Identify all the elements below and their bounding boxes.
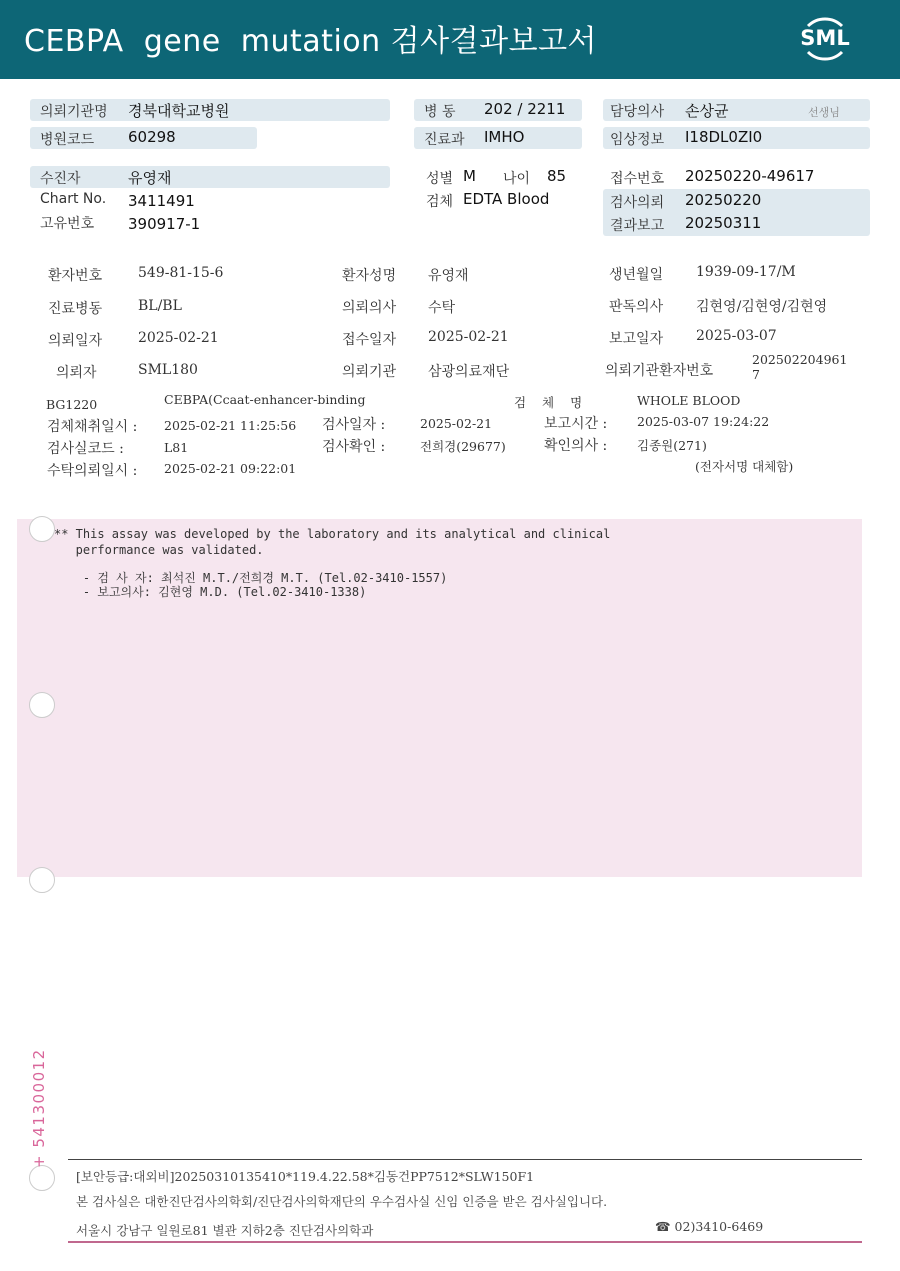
doctor-suffix: 선생님 <box>808 106 840 119</box>
report-time-value: 2025-03-07 19:24:22 <box>637 414 770 429</box>
test-date-label: 검사일자 : <box>322 417 386 433</box>
scan-ward-label: 진료병동 <box>48 301 103 317</box>
scan-patient-no-label: 환자번호 <box>48 268 103 284</box>
scan-inst-patient-no-value-2: 7 <box>752 367 760 382</box>
footer-address: 서울시 강남구 일원로81 별관 지하2층 진단검사의학과 <box>76 1223 374 1238</box>
scan-req-doctor-label: 의뢰의사 <box>342 300 397 316</box>
test-confirm-label: 검사확인 : <box>322 439 386 455</box>
footer-phone: ☎ 02)3410-6469 <box>655 1219 764 1234</box>
confirm-doctor-label: 확인의사 : <box>544 438 608 454</box>
report-label: 결과보고 <box>610 218 665 234</box>
scan-rcv-date-value: 2025-02-21 <box>428 329 509 345</box>
scan-req-date-value: 2025-02-21 <box>138 330 219 346</box>
ward-value: 202 / 2211 <box>484 100 566 118</box>
receipt-label: 접수번호 <box>610 171 665 187</box>
patient-label: 수진자 <box>40 171 81 187</box>
scan-req-date-label: 의뢰일자 <box>48 333 103 349</box>
footer-bottom-rule <box>68 1241 862 1243</box>
side-document-number: + 541300012 <box>30 1048 48 1168</box>
dept-value: IMHO <box>484 128 525 146</box>
sex-value: M <box>463 167 476 185</box>
report-header <box>0 0 900 79</box>
note-line-1: ** This assay was developed by the laboratory and its analytical and clinical <box>54 527 611 541</box>
report-value: 20250311 <box>685 214 762 232</box>
receipt-value: 20250220-49617 <box>685 167 815 185</box>
sml-logo <box>798 12 852 66</box>
chart-label: Chart No. <box>40 191 107 207</box>
confirm-doctor-value: 김종원(271) <box>637 438 707 453</box>
scan-rcv-date-label: 접수일자 <box>342 332 397 348</box>
punch-hole <box>29 867 55 893</box>
scan-requester-value: SML180 <box>138 362 198 378</box>
unique-label: 고유번호 <box>40 216 95 232</box>
dept-label: 진료과 <box>424 132 465 148</box>
note-line-2: performance was validated. <box>54 543 264 557</box>
test-confirm-value: 전희경(29677) <box>420 439 506 454</box>
specimen-name-value: WHOLE BLOOD <box>637 393 741 408</box>
test-name: CEBPA(Ccaat-enhancer-binding <box>164 392 366 407</box>
consign-time-label: 수탁의뢰일시 : <box>47 463 138 479</box>
scan-req-doctor-value: 수탁 <box>428 300 456 316</box>
age-value: 85 <box>547 167 567 185</box>
scan-birth-label: 생년월일 <box>609 267 664 283</box>
age-label: 나이 <box>503 171 531 187</box>
patient-value: 유영재 <box>128 169 172 187</box>
doctor-label: 담당의사 <box>610 104 665 120</box>
hospital-code-value: 60298 <box>128 128 176 146</box>
scan-rep-date-value: 2025-03-07 <box>696 328 777 344</box>
scan-patient-name-value: 유영재 <box>428 268 469 284</box>
specimen-name-label: 검 체 명 <box>514 395 589 410</box>
specimen-value: EDTA Blood <box>463 190 550 208</box>
footer-top-rule <box>68 1159 862 1160</box>
footer-security: [보안등급:대외비]20250310135410*119.4.22.58*김동건PP7512*SLW150F1 <box>76 1169 535 1184</box>
consign-time-value: 2025-02-21 09:22:01 <box>164 461 297 476</box>
clinical-label: 임상정보 <box>610 132 665 148</box>
unique-value: 390917-1 <box>128 215 201 233</box>
scan-req-inst-label: 의뢰기관 <box>342 364 397 380</box>
scan-patient-name-label: 환자성명 <box>342 268 397 284</box>
clinical-value: I18DL0ZI0 <box>685 128 763 146</box>
ward-label: 병 동 <box>424 104 456 120</box>
test-code: BG1220 <box>46 397 98 412</box>
request-value: 20250220 <box>685 191 762 209</box>
doctor-value: 손상균 <box>685 102 729 120</box>
collect-time-label: 검체채취일시 : <box>47 419 138 435</box>
scan-patient-no-value: 549-81-15-6 <box>138 265 224 281</box>
scan-birth-value: 1939-09-17/M <box>696 264 796 280</box>
punch-hole <box>29 516 55 542</box>
institution-value: 경북대학교병원 <box>128 102 230 120</box>
institution-label: 의뢰기관명 <box>40 104 108 120</box>
scan-reading-doctor-value: 김현영/김현영/김현영 <box>696 299 828 315</box>
footer-cert: 본 검사실은 대한진단검사의학회/진단검사의학재단의 우수검사실 신임 인증을 받은 검사실입니다. <box>76 1194 608 1209</box>
logo-text: SML <box>800 26 850 50</box>
esign-note: (전자서명 대체함) <box>695 459 794 474</box>
lab-code-label: 검사실코드 : <box>47 441 124 457</box>
scan-inst-patient-no-label: 의뢰기관환자번호 <box>605 363 714 379</box>
report-title: CEBPA gene mutation 검사결과보고서 <box>24 24 598 59</box>
note-line-4: - 보고의사: 김현영 M.D. (Tel.02-3410-1338) <box>54 585 367 599</box>
sex-label: 성별 <box>426 171 454 187</box>
test-date-value: 2025-02-21 <box>420 416 493 431</box>
punch-hole <box>29 1165 55 1191</box>
hospital-code-label: 병원코드 <box>40 132 95 148</box>
request-label: 검사의뢰 <box>610 195 665 211</box>
lab-code-value: L81 <box>164 440 189 455</box>
note-line-3: - 검 사 자: 최석진 M.T./전희경 M.T. (Tel.02-3410-1557) <box>54 571 448 585</box>
chart-value: 3411491 <box>128 192 195 210</box>
scan-requester-label: 의뢰자 <box>56 365 97 381</box>
punch-hole <box>29 692 55 718</box>
report-time-label: 보고시간 : <box>544 416 608 432</box>
scan-reading-doctor-label: 판독의사 <box>609 299 664 315</box>
patient-row <box>30 166 390 188</box>
scan-rep-date-label: 보고일자 <box>609 331 664 347</box>
scan-inst-patient-no-value-1: 202502204961 <box>752 352 848 367</box>
collect-time-value: 2025-02-21 11:25:56 <box>164 418 297 433</box>
specimen-label: 검체 <box>426 194 454 210</box>
scan-ward-value: BL/BL <box>138 298 182 314</box>
scan-req-inst-value: 삼광의료재단 <box>428 364 510 380</box>
